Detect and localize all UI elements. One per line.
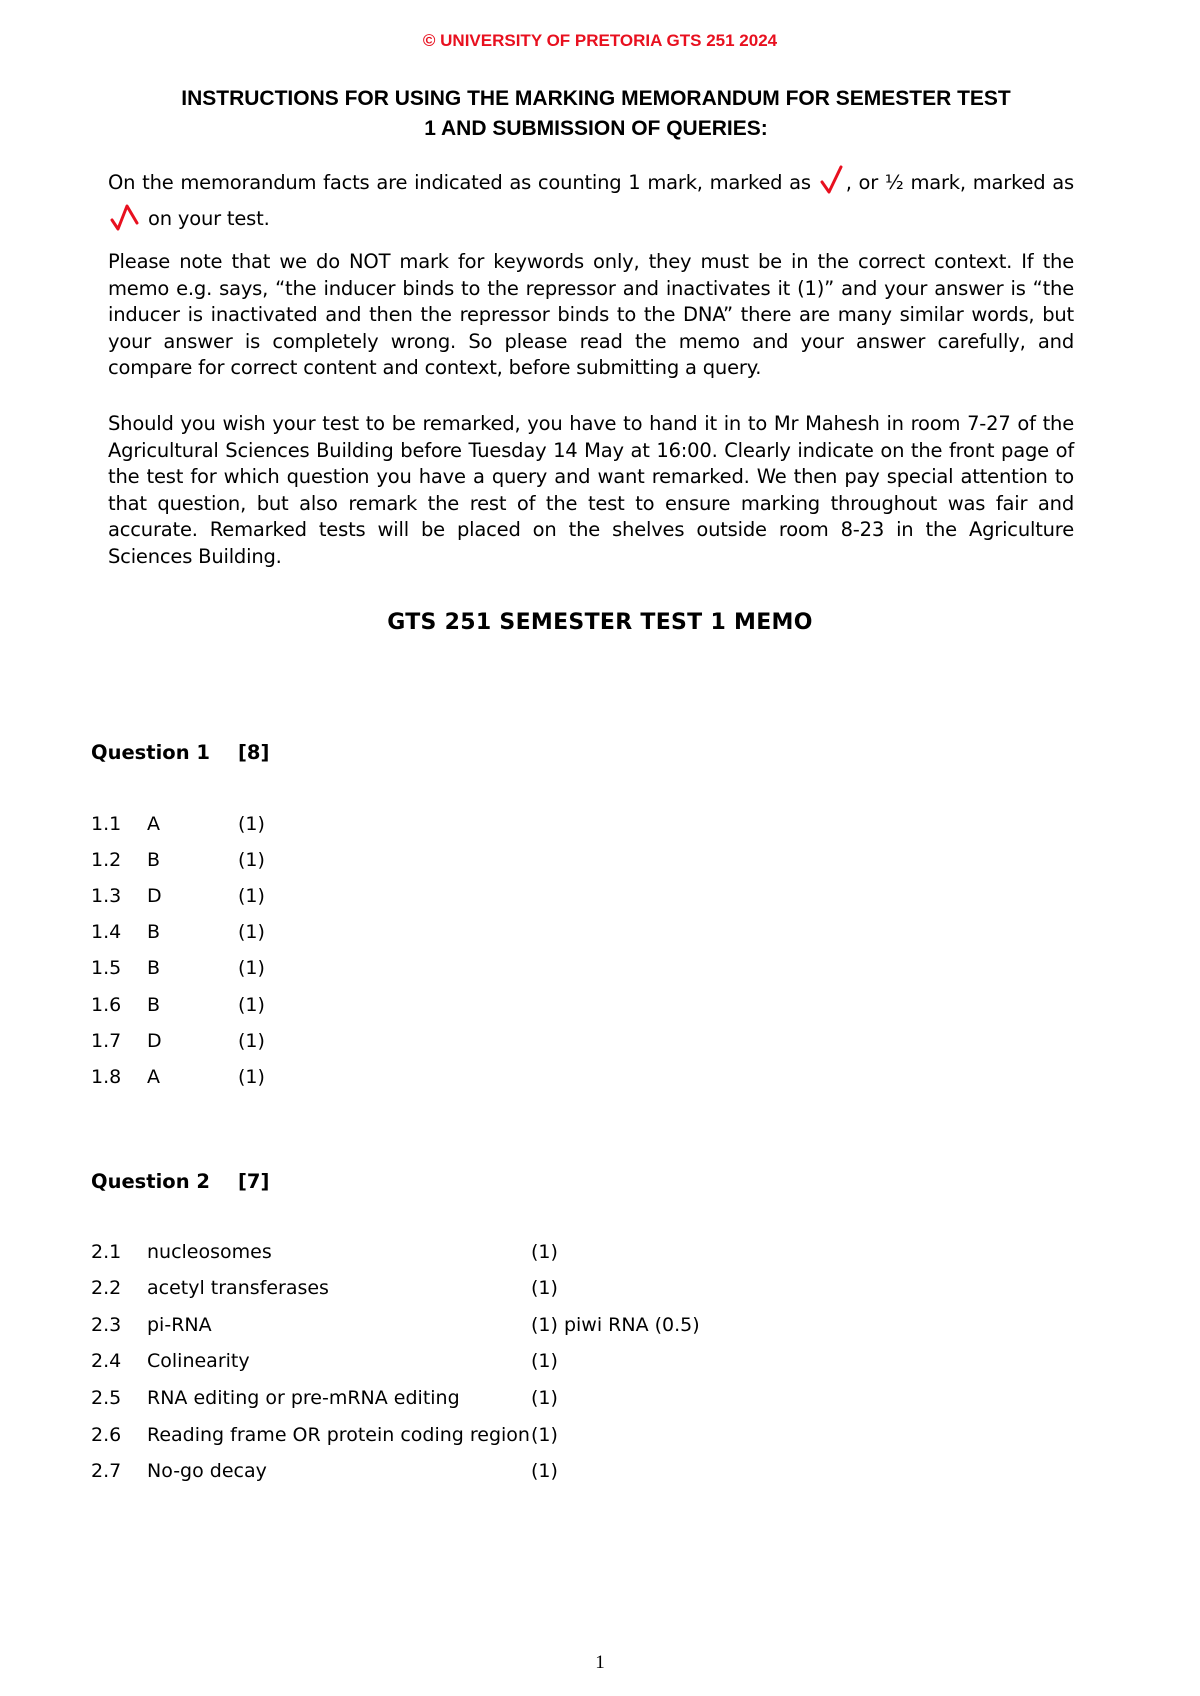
answer-number: 1.8 xyxy=(91,1066,122,1088)
answer-number: 1.3 xyxy=(91,885,122,907)
answer-mark: (1) xyxy=(238,921,265,943)
answer-mark: (1) xyxy=(238,1030,265,1052)
instructions-heading xyxy=(96,84,1096,144)
answer-number: 2.1 xyxy=(91,1241,122,1263)
answer-value: B xyxy=(147,921,161,943)
memo-title: GTS 251 SEMESTER TEST 1 MEMO xyxy=(387,610,813,635)
legend-text-2: , or ½ mark, marked as xyxy=(845,171,1074,194)
answer-mark: (1) xyxy=(238,849,265,871)
answer-value: No-go decay xyxy=(147,1460,267,1482)
answer-value: B xyxy=(147,994,161,1016)
question-1-label: Question 1 xyxy=(91,741,210,764)
answer-mark: (1) xyxy=(238,813,265,835)
remark-procedure-paragraph: Should you wish your test to be remarked, you have to hand it in to Mr Mahesh in room 7-27 of the Agricultural Sciences Building before Tuesday 14 May at 16:00. Clearly indicate on the front page of the test for which question you have a query and want remarked. We then pay special attention to that question, but also remark the rest of the test to ensure marking throughout was fair and accurate. Remarked tests will be placed on the shelves outside room 8-23 in the Agriculture Sciences Building. xyxy=(108,412,1074,568)
question-2-label: Question 2 xyxy=(91,1170,210,1193)
answer-number: 1.2 xyxy=(91,849,122,871)
answer-mark: (1) xyxy=(531,1387,558,1409)
answer-value: pi-RNA xyxy=(147,1314,212,1336)
legend-text-1: On the memorandum facts are indicated as counting 1 mark, marked as xyxy=(108,171,811,194)
answer-mark: (1) piwi RNA (0.5) xyxy=(531,1314,700,1336)
answer-mark: (1) xyxy=(531,1424,558,1446)
answer-mark: (1) xyxy=(238,957,265,979)
answer-number: 1.1 xyxy=(91,813,122,835)
answer-value: B xyxy=(147,957,161,979)
answer-number: 2.3 xyxy=(91,1314,122,1336)
answer-mark: (1) xyxy=(531,1460,558,1482)
answer-mark: (1) xyxy=(238,994,265,1016)
question-2-heading xyxy=(91,1170,270,1193)
answer-mark: (1) xyxy=(531,1277,558,1299)
answer-number: 2.6 xyxy=(91,1424,122,1446)
answer-number: 1.4 xyxy=(91,921,122,943)
question-1-total: [8] xyxy=(238,741,270,764)
half-check-mark-icon xyxy=(110,203,140,239)
answer-mark: (1) xyxy=(531,1241,558,1263)
legend-text-3: on your test. xyxy=(148,206,270,230)
answer-value: nucleosomes xyxy=(147,1241,272,1263)
copyright-header: © UNIVERSITY OF PRETORIA GTS 251 2024 xyxy=(422,31,778,50)
answer-mark: (1) xyxy=(238,885,265,907)
instructions-heading-line1: INSTRUCTIONS FOR USING THE MARKING MEMORANDUM FOR SEMESTER TEST xyxy=(181,87,1011,110)
answer-value: A xyxy=(147,1066,160,1088)
answer-value: acetyl transferases xyxy=(147,1277,329,1299)
answer-value: A xyxy=(147,813,160,835)
answer-value: RNA editing or pre-mRNA editing xyxy=(147,1387,460,1409)
question-1-heading xyxy=(91,741,270,764)
answer-mark: (1) xyxy=(531,1350,558,1372)
answer-value: D xyxy=(147,885,162,907)
answer-number: 2.2 xyxy=(91,1277,122,1299)
answer-number: 1.7 xyxy=(91,1030,122,1052)
keywords-note-paragraph: Please note that we do NOT mark for keywords only, they must be in the correct context. If the memo e.g. says, “the inducer binds to the repressor and inactivates it (1)” and your answer is “the inducer is inactivated and then the repressor binds to the DNA” there are many similar words, but your answer is completely wrong. So please read the memo and your answer carefully, and compare for correct content and context, before submitting a query. xyxy=(108,250,1074,379)
answer-mark: (1) xyxy=(238,1066,265,1088)
answer-value: B xyxy=(147,849,161,871)
answer-number: 2.7 xyxy=(91,1460,122,1482)
question-2-total: [7] xyxy=(238,1170,270,1193)
answer-number: 1.5 xyxy=(91,957,122,979)
check-mark-icon xyxy=(820,165,844,203)
page-number: 1 xyxy=(595,1652,605,1673)
mark-legend-paragraph xyxy=(108,165,1074,238)
answer-number: 1.6 xyxy=(91,994,122,1016)
instructions-heading-line2: 1 AND SUBMISSION OF QUERIES: xyxy=(424,117,768,140)
answer-value: Colinearity xyxy=(147,1350,250,1372)
answer-value: Reading frame OR protein coding region xyxy=(147,1424,530,1446)
answer-number: 2.5 xyxy=(91,1387,122,1409)
answer-value: D xyxy=(147,1030,162,1052)
answer-number: 2.4 xyxy=(91,1350,122,1372)
